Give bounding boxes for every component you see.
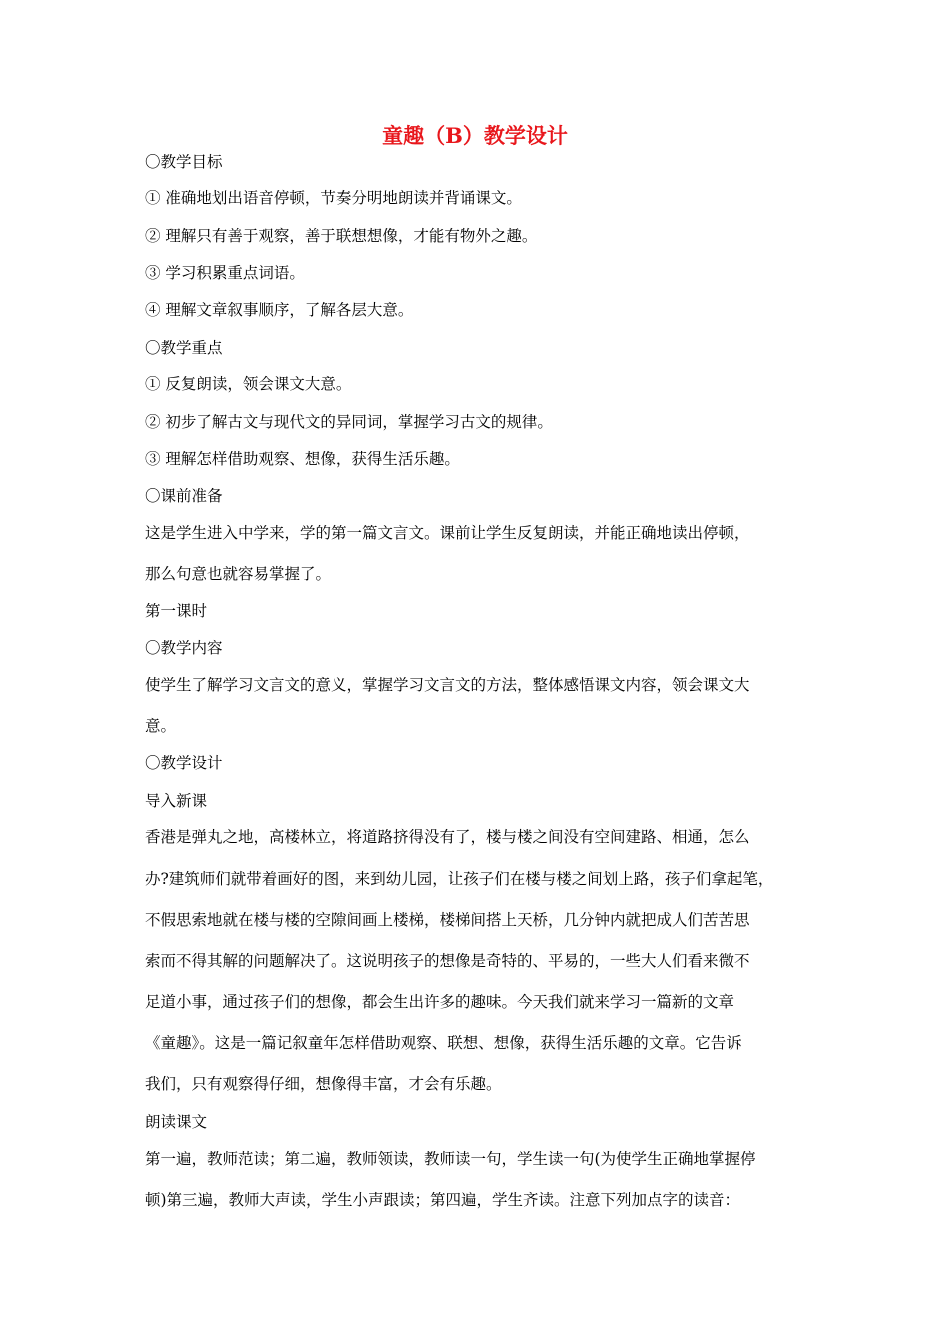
subheading: 第一课时 <box>145 602 208 620</box>
paragraph-line: 不假思索地就在楼与楼的空隙间画上楼梯，楼梯间搭上天桥，几分钟内就把成人们苦苦思 <box>145 911 750 929</box>
section-heading: 〇教学内容 <box>145 639 223 657</box>
document-title: 童趣（B）教学设计 <box>382 123 568 148</box>
list-item: ④ 理解文章叙事顺序，了解各层大意。 <box>145 301 414 319</box>
paragraph-line: 足道小事，通过孩子们的想像，都会生出许多的趣味。今天我们就来学习一篇新的文章 <box>145 993 735 1011</box>
paragraph-line: 顿)第三遍，教师大声读，学生小声跟读；第四遍，学生齐读。注意下列加点字的读音： <box>145 1191 741 1209</box>
list-item: ③ 学习积累重点词语。 <box>145 264 305 282</box>
list-item: ② 初步了解古文与现代文的异同词，掌握学习古文的规律。 <box>145 413 553 431</box>
section-heading: 〇课前准备 <box>145 487 223 505</box>
paragraph-line: 《童趣》。这是一篇记叙童年怎样借助观察、联想、想像，获得生活乐趣的文章。它告诉 <box>145 1034 742 1052</box>
paragraph-line: 那么句意也就容易掌握了。 <box>145 565 332 583</box>
paragraph-line: 第一遍，教师范读；第二遍，教师领读，教师读一句，学生读一句(为使学生正确地掌握停 <box>145 1150 756 1168</box>
section-heading: 〇教学设计 <box>145 754 223 772</box>
paragraph-line: 办?建筑师们就带着画好的图，来到幼儿园，让孩子们在楼与楼之间划上路，孩子们拿起笔， <box>145 870 774 888</box>
paragraph-line: 索而不得其解的问题解决了。这说明孩子的想像是奇特的、平易的，一些大人们看来微不 <box>145 952 750 970</box>
subheading: 朗读课文 <box>145 1113 208 1131</box>
paragraph-line: 这是学生进入中学来，学的第一篇文言文。课前让学生反复朗读，并能正确地读出停顿， <box>145 524 750 542</box>
paragraph-line: 意。 <box>145 717 177 735</box>
subheading: 导入新课 <box>145 792 208 810</box>
paragraph-line: 我们，只有观察得仔细，想像得丰富，才会有乐趣。 <box>145 1075 502 1093</box>
section-heading: 〇教学重点 <box>145 339 223 357</box>
list-item: ③ 理解怎样借助观察、想像，获得生活乐趣。 <box>145 450 460 468</box>
paragraph-line: 使学生了解学习文言文的意义，掌握学习文言文的方法，整体感悟课文内容，领会课文大 <box>145 676 750 694</box>
list-item: ① 反复朗读，领会课文大意。 <box>145 375 352 393</box>
section-heading: 〇教学目标 <box>145 153 223 171</box>
list-item: ② 理解只有善于观察，善于联想想像，才能有物外之趣。 <box>145 227 538 245</box>
paragraph-line: 香港是弹丸之地，高楼林立，将道路挤得没有了，楼与楼之间没有空间建路、相通，怎么 <box>145 828 750 846</box>
list-item: ① 准确地划出语音停顿，节奏分明地朗读并背诵课文。 <box>145 189 522 207</box>
